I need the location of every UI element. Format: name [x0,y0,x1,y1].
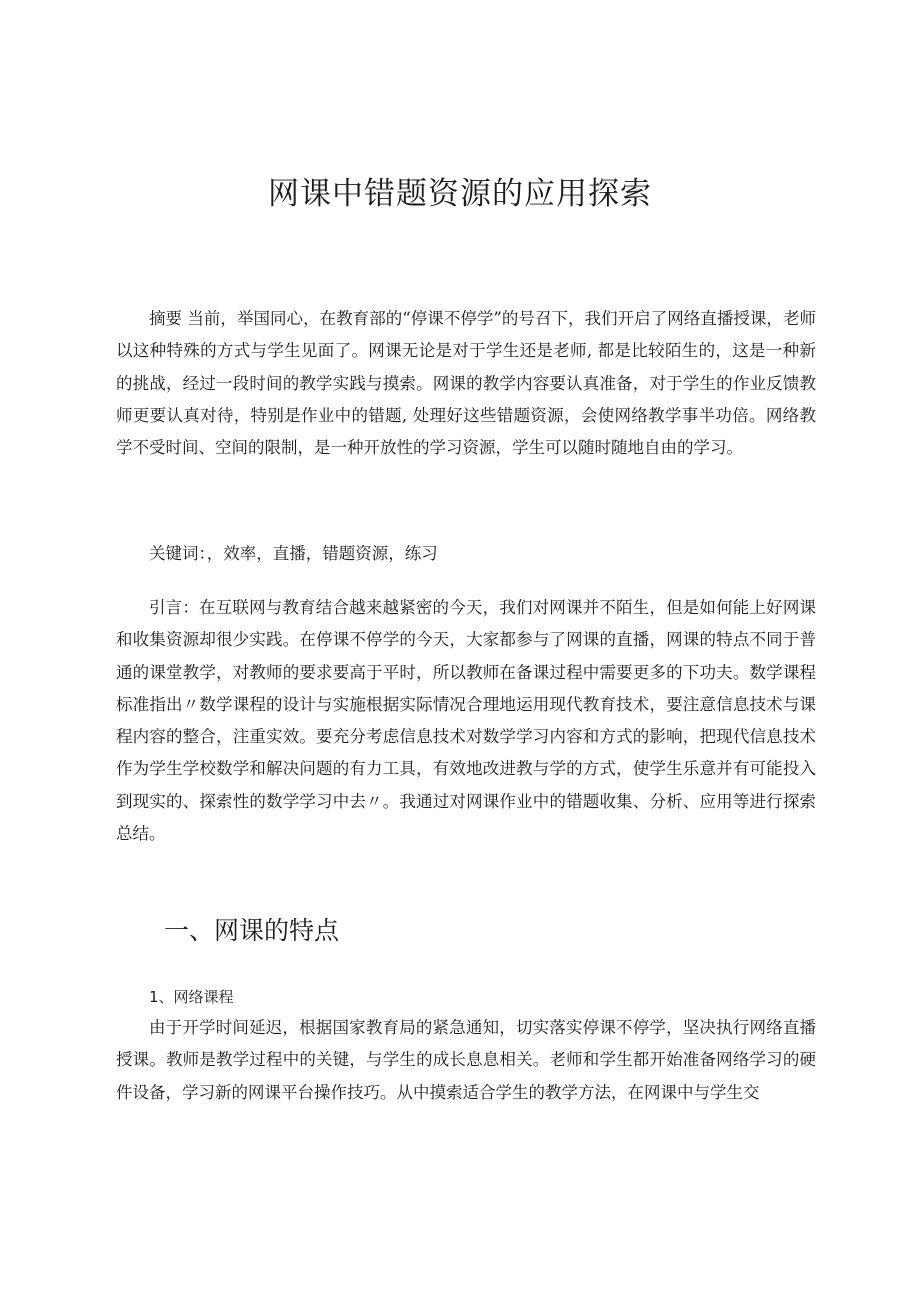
introduction-paragraph: 引言：在互联网与教育结合越来越紧密的今天，我们对网课并不陌生，但是如何能上好网课和收集资源却很少实践。在停课不停学的今天，大家都参与了网课的直播，网课的特点不同于普通的课堂教学，对教师的要求要高于平时，所以教师在备课过程中需要更多的下功夫。数学课程标准指出〃数学课程的设计与实施根据实际情况合理地运用现代教育技术，要注意信息技术与课程内容的整合，注重实效。要充分考虑信息技术对数学学习内容和方式的影响，把现代信息技术作为学生学校数学和解决问题的有力工具，有效地改进教与学的方式，使学生乐意并有可能投入到现实的、探索性的数学学习中去〃。我通过对网课作业中的错题收集、分析、应用等进行探索总结。 [116,598,816,844]
section-heading: 一、网课的特点 [164,916,340,945]
keywords-paragraph: 关键词：，效率，直播，错题资源，练习 [149,544,438,563]
abstract-paragraph: 摘要 当前，举国同心，在教育部的“停课不停学”的号召下，我们开启了网络直播授课，老师以这种特殊的方式与学生见面了。网课无论是对于学生还是老师, 都是比较陌生的，这是一种新的挑战，经过一段时间的教学实践与摸索。网课的教学内容要认真准备，对于学生的作业反馈教师更要认真对待，特别是作业中的错题, 处理好这些错题资源，会使网络教学事半功倍。网络教学不受时间、空间的限制，是一种开放性的学习资源，学生可以随时随地自由的学习。 [116,309,816,458]
subsection-heading: 1、网络课程 [149,988,234,1006]
subsection-body-paragraph: 由于开学时间延迟，根据国家教育局的紧急通知，切实落实停课不停学，坚决执行网络直播授课。教师是教学过程中的关键，与学生的成长息息相关。老师和学生都开始准备网络学习的硬件设备，学习新的网课平台操作技巧。从中摸索适合学生的教学方法，在网课中与学生交 [116,1018,816,1102]
document-title: 网课中错题资源的应用探索 [268,176,652,212]
